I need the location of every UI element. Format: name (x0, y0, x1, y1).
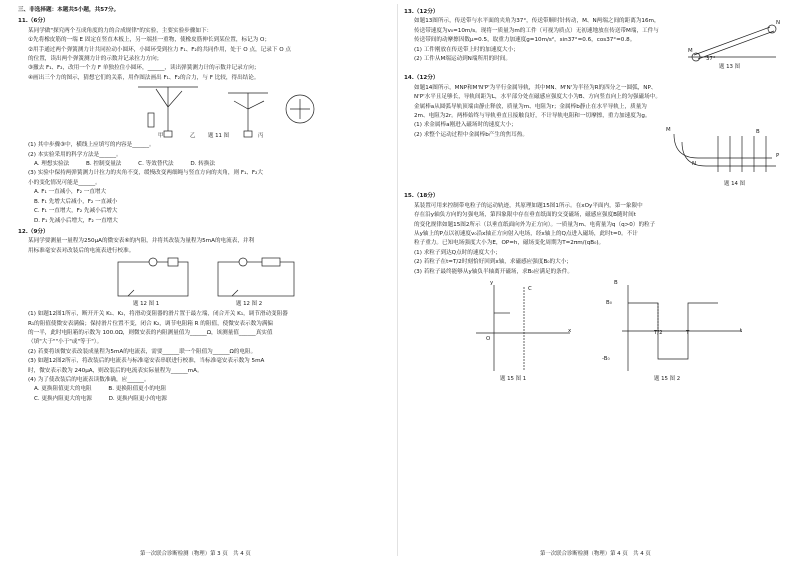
q14-label-b: B (756, 128, 760, 135)
fig-label-yi: 乙 (190, 133, 196, 140)
q13-line: 传送带间的动摩擦因数μ=0.5，取重力加速度g=10m/s²，sin37°=0.6，cos37°=0.8。 (414, 37, 636, 44)
q11-figure (18, 83, 398, 141)
q12-fig1-caption: 题 12 图 1 (133, 301, 160, 308)
q13-label-angle: 37° (706, 56, 716, 63)
q13-label-n: N (776, 20, 781, 27)
q11-sub: D. F₁ 先减小后增大，F₂ 一直增大 (34, 217, 118, 224)
q11-line: ①先将橡皮筋的一端 E 固定在竖直木板上，另一端挂一重物，使橡皮筋伸长到某位置，标记为 O； (28, 37, 271, 44)
fig-label-bing: 丙 (258, 133, 264, 140)
q12-fig2-caption: 题 12 图 2 (236, 301, 263, 308)
q11-sub: A. F₁ 一直减小，F₂ 一直增大 (34, 189, 107, 196)
q12-sub: 的一半，此时电阻箱的示数为 100.0Ω，则微安表的内阻测量值为______Ω，该测量值______真实值 (28, 329, 273, 336)
q15-waveform-figure (614, 283, 744, 373)
q14-head: 14.（12分） (404, 75, 439, 82)
q11-sub: (1) 其中步骤③中，横线上应填写的内容是______。 (28, 142, 155, 149)
q15-label-y: y (490, 279, 494, 286)
q14-line: 金属棒a从圆弧导轨顶端由静止释放，质量为m、电阻为r；金属棒b静止在水平导轨上，质量为 (414, 103, 647, 110)
q15-line: 某装置可用来控制带电粒子的运动轨迹，其原理如题15图1所示。在xOy平面内，第一象限中 (414, 202, 643, 209)
q11-line: 某同学做"探究两个互成角度的力的合成规律"的实验，主要实验步骤如下： (28, 27, 213, 34)
q15-label-x: x (568, 327, 572, 334)
q14-line: 如题14图所示，MNP和M'N'P'为平行金属导轨，其中MN、M'N'为半径为R的四分之一圆弧，NP、 (414, 84, 657, 91)
right-page (404, 6, 784, 554)
q15-line: (1) 求粒子到达Q点时的速度大小； (414, 249, 501, 256)
q12-sub: （填"大于""小于"或"等于"）。 (28, 339, 103, 346)
q15-fig2-caption: 题 15 图 2 (654, 375, 681, 382)
q12-line: 用标准毫安表对改装后的电流表进行校准。 (28, 247, 135, 254)
q15-label-b0: B₀ (606, 299, 612, 306)
q15-label-o: O (486, 335, 491, 342)
q12-sub: (2) 若要将该微安表改装成量程为5mA的电流表，需要______联一个阻值为______Ω的电阻。 (28, 348, 257, 355)
q12-sub: C. 更换内阻更大的电源 D. 更换内阻更小的电源 (34, 395, 167, 402)
q11-sub: C. F₁ 一直增大，F₂ 先减小后增大 (34, 208, 118, 215)
q15-fig1-caption: 题 15 图 1 (500, 375, 527, 382)
q12-figures (18, 256, 398, 310)
q15-line: (3) 若粒子最终能够从y轴负半轴离开磁场，求B₀应满足的条件。 (414, 268, 573, 275)
q15-field-figure (474, 283, 574, 373)
q15-label-b: B (614, 279, 618, 286)
q13-label-m: M (688, 48, 693, 55)
q15-line: 的变化规律如题15图2所示（以垂直纸面向外为正方向）。一质量为m、电荷量为q（q>0）的粒子 (414, 221, 656, 228)
fig-label-jia: 甲 (158, 133, 164, 140)
q13-line: (1) 工件刚放在传送带上时的加速度大小； (414, 46, 519, 53)
q12-sub: (1) 如题12图1所示，断开开关 K₁、K₂，将滑动变阻器的滑片置于最左端，闭合开关 K₁，调节滑动变阻器 (28, 311, 288, 318)
q11-sub: (3) 实验中保持两弹簧测力计拉力的夹角不变，缓慢改变两细绳与竖直方向的夹角，则 F₁、F₂大 (28, 170, 263, 177)
q11-line: ④画出三个力的图示，猜想它们的关系，用作图法画出 F₁、F₂的合力，与 F 比较，得出结论。 (28, 74, 260, 81)
q15-label-t: t (740, 327, 743, 334)
q15-line: 粒子重力。已知电场强度大小为E，OP=h，磁场变化周期为T=2πm/(qB₀)。 (414, 240, 605, 247)
q11-figure-caption: 题 11 图 (208, 133, 230, 140)
left-page-footer: 第一次联合诊断检测（物理）第 3 页 共 4 页 (140, 551, 251, 557)
q15-line: 存在沿y轴负方向的匀强电场，第四象限中存在垂直纸面的交变磁场，磁感应强度B随时间t (414, 212, 636, 219)
left-page (18, 6, 398, 554)
q11-line: ③撤去 F₁、F₂，改用一个力 F 单独拉住小圆环，______，读出弹簧测力计的示数并记录方向； (28, 65, 260, 72)
q14-line: (2) 求整个运动过程中金属棒b产生的焦耳热。 (414, 131, 528, 138)
q11-sub: 小的变化情况可能是______。 (28, 179, 101, 186)
q14-line: N'P'水平且足够长，导轨间距为L，水平部分处在磁感应强度大小为B、方向竖直向上的匀强磁场中。 (414, 94, 661, 101)
section-header: 三、非选择题：本题共5小题，共57分。 (18, 7, 120, 13)
q14-line: 2m、电阻为2r。两棒始终与导轨垂直且接触良好，不计导轨电阻和一切摩擦，重力加速度为g。 (414, 113, 651, 120)
q12-sub: (3) 如题12图2所示，将改装后的电流表与标准毫安表串联进行校准，当标准毫安表示数为 5mA (28, 358, 265, 365)
q15-label-half-t: T/2 (654, 329, 663, 336)
q14-figure-caption: 题 14 图 (724, 180, 746, 187)
q15-label-c: C (528, 285, 532, 292)
q12-circuit-drawing (18, 256, 398, 310)
q11-line: ②用手通过两个弹簧测力计共同拉动小圆环，小圆环受到拉力 F₁、F₂的共同作用，处于 O 点，记录下 O 点 (28, 46, 291, 53)
q12-sub: A. 更换阻值更大的电阻 B. 更换阻值更小的电阻 (34, 386, 167, 393)
q15-head: 15.（18分） (404, 193, 439, 200)
q14-rail-figure (668, 128, 778, 180)
q15-line: (2) 若粒子在t=T/2时刻恰好回到x轴，求磁感应强度B₀的大小； (414, 259, 572, 266)
q11-sub: B. F₁ 先增大后减小，F₂ 一直减小 (34, 198, 118, 205)
q11-sub: A. 理想实验法 B. 控制变量法 C. 等效替代法 D. 转换法 (34, 161, 216, 168)
q13-line: (2) 工件从M端运动到N端所用的时间。 (414, 56, 512, 63)
q13-head: 13.（12分） (404, 9, 439, 15)
q12-sub: R₁的阻值使微安表满偏；保持滑片位置不变，闭合 K₂，调节电阻箱 R 的阻值，使微安表示数为满偏 (28, 320, 274, 327)
q14-label-n: N (692, 160, 697, 167)
q13-line: 如题13图所示，传送带与水平面的夹角为37°，传送带顺时针转动，M、N两端之间的距离为16m， (414, 18, 660, 25)
q12-sub: 时，微安表示数为 240μA，则改装后的电流表实际量程为______mA。 (28, 367, 203, 374)
q12-sub: (4) 为了使改装后的电流表读数准确，应______。 (28, 376, 150, 383)
q11-sub: (2) 本实验采用的科学方法是______。 (28, 151, 122, 158)
q13-line: 传送带速度为v₀=10m/s。现将一质量为m的工件（可视为质点）无初速地放在传送带M端，工件与 (414, 27, 659, 34)
q12-head: 12.（9分） (18, 228, 49, 235)
q11-line: 的位置，读出两个弹簧测力计的示数并记录拉力方向； (28, 56, 163, 63)
q15-figures (404, 277, 784, 387)
q15-label-neg-b0: -B₀ (602, 355, 610, 362)
q14-label-m: M (666, 126, 671, 133)
q13-figure-caption: 题 13 图 (719, 64, 741, 71)
q14-label-p: P (776, 152, 780, 159)
q11-head: 11.（6分） (18, 18, 49, 25)
q15-label-period: T (686, 329, 690, 336)
q12-line: 某同学要测量一量程为250μA的微安表⑥的内阻，并将其改装为量程为5mA的电流表，并利 (28, 238, 255, 245)
q13-conveyor-figure (684, 19, 780, 61)
q14-line: (1) 求金属棒a刚进入磁场时的速度大小； (414, 122, 517, 129)
q15-line: 从y轴上的P点以初速度v₀沿x轴正方向射入电场，经x轴上的Q点进入磁场，此时t=0。不计 (414, 230, 638, 237)
right-page-footer: 第一次联合诊断检测（物理）第 4 页 共 4 页 (540, 551, 651, 557)
